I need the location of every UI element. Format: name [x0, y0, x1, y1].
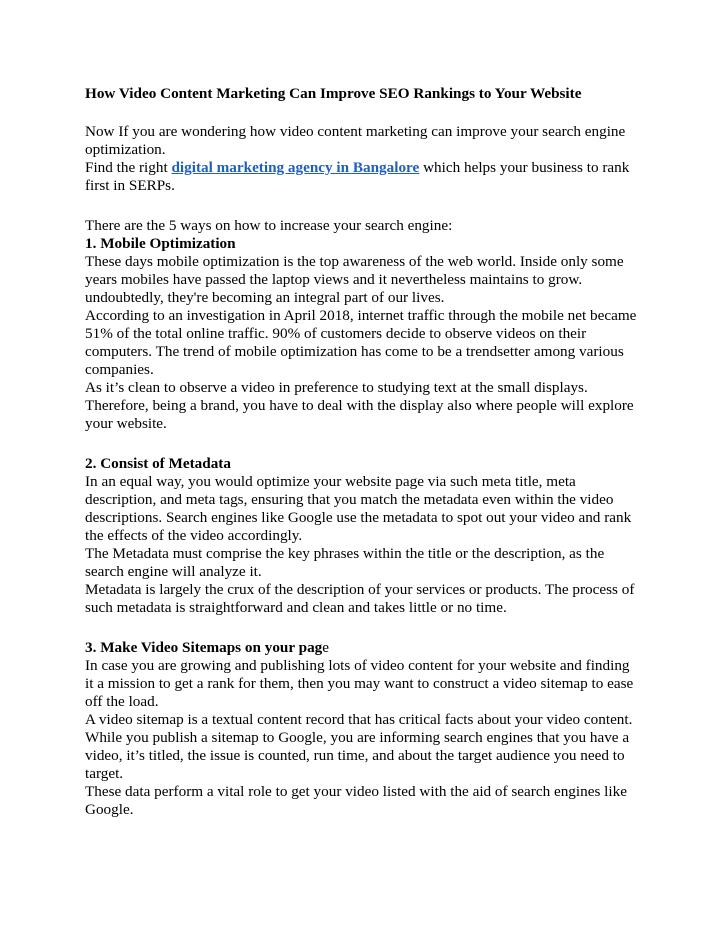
- section-2-paragraph-3: Metadata is largely the crux of the description of your services or products. The process of such metadata is straightforward and clean and takes little or no time.: [85, 581, 635, 616]
- section-3-paragraph-2: A video sitemap is a textual content record that has critical facts about your video content. While you publish a sitemap to Google, you are informing search engines that you have a video, it’s titled, the issue is counted, run time, and about the target audience you need to target.: [85, 711, 633, 782]
- document-title: How Video Content Marketing Can Improve SEO Rankings to Your Website: [85, 85, 582, 102]
- intro-paragraph: Now If you are wondering how video content marketing can improve your search engine optimization.: [85, 123, 626, 158]
- section-3-paragraph-1: In case you are growing and publishing lots of video content for your website and finding it a mission to get a rank for them, then you may want to construct a video sitemap to ease off the load.: [85, 657, 634, 710]
- section-3-heading-bold: 3. Make Video Sitemaps on your pag: [85, 639, 323, 656]
- section-2-paragraph-1: In an equal way, you would optimize your website page via such meta title, meta description, and meta tags, ensuring that you match the metadata even within the video descriptions. Search engines like Google use the metadata to spot out your video and rank the effects of the video accordingly.: [85, 473, 632, 544]
- ways-intro: There are the 5 ways on how to increase your search engine:: [85, 217, 453, 234]
- section-3-heading: [85, 639, 640, 657]
- section-2-heading: 2. Consist of Metadata: [85, 455, 231, 472]
- spacer: [85, 195, 640, 217]
- section-1-paragraph-1: These days mobile optimization is the top awareness of the web world. Inside only some years mobiles have passed the laptop views and it nevertheless maintains to grow. undoubtedly, they're becoming an integral part of our lives.: [85, 253, 624, 306]
- section-1-paragraph-2: According to an investigation in April 2018, internet traffic through the mobile net became 51% of the total online traffic. 90% of customers decide to observe videos on their computers. The trend of mobile optimization has come to be a trendsetter among various companies.: [85, 307, 637, 378]
- spacer: [85, 433, 640, 455]
- intro-link-paragraph: [85, 159, 640, 195]
- section-2-paragraph-2: The Metadata must comprise the key phrases within the title or the description, as the search engine will analyze it.: [85, 545, 605, 580]
- spacer: [85, 617, 640, 639]
- section-1-paragraph-3: As it’s clean to observe a video in preference to studying text at the small displays. Therefore, being a brand, you have to deal with the display also where people will explore your website.: [85, 379, 634, 432]
- section-3-heading-tail: e: [322, 639, 330, 656]
- intro-text-after: which helps your business to rank first in SERPs.: [85, 159, 630, 194]
- intro-text-before: Find the right: [85, 159, 172, 176]
- agency-link[interactable]: digital marketing agency in Bangalore: [171, 159, 420, 176]
- section-1-heading: 1. Mobile Optimization: [85, 235, 236, 252]
- section-3-paragraph-3: These data perform a vital role to get your video listed with the aid of search engines like Google.: [85, 783, 627, 818]
